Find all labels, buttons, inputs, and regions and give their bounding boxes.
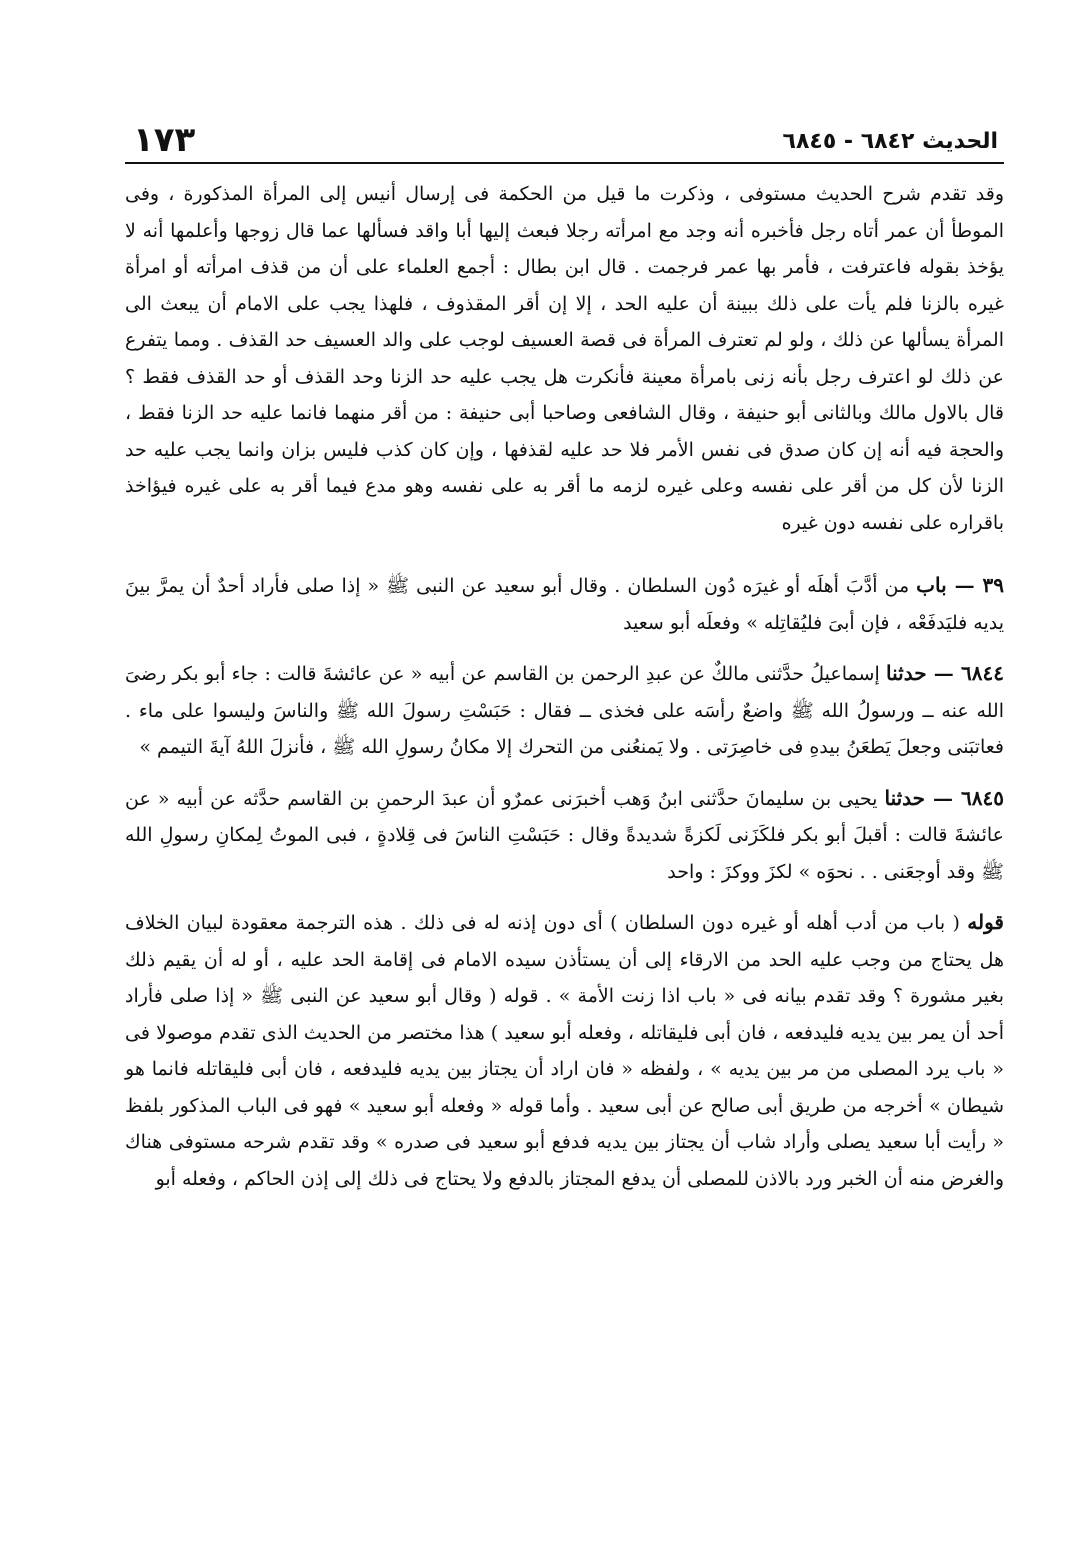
page-body — [125, 176, 1004, 1197]
commentary-paragraph — [125, 904, 1004, 1197]
running-head: الحديث ٦٨٤٢ - ٦٨٤٥ — [782, 129, 998, 154]
paragraph-text: وقد تقدم شرح الحديث مستوفى ، وذكرت ما قيل من الحكمة فى إرسال أنيس إلى المرأة المذكورة ، وفى الموطأ أن عمر أتاه رجل فأخبره أنه وجد مع امرأته رجلا فبعث إليها أبا واقد فسألها عما قال زوجها وأعلمها أنه لا يؤخذ بقوله فاعترفت ، فأمر بها عمر فرجمت . قال ابن بطال : أجمع العلماء على أن من قذف امرأته أو امرأة غيره بالزنا فلم يأت على ذلك ببينة أن عليه الحد ، إلا إن أقر المقذوف ، فلهذا يجب على الامام أن يبعث الى المرأة يسألها عن ذلك ، ولو لم تعترف المرأة فى قصة العسيف لوجب على والد العسيف حد القذف . ومما يتفرع عن ذلك لو اعترف رجل بأنه زنى بامرأة معينة فأنكرت هل يجب عليه حد الزنا وحد القذف أو حد القذف فقط ؟ قال بالاول مالك وبالثانى أبو حنيفة ، وقال الشافعى وصاحبا أبى حنيفة : من أقر منهما فانما عليه حد الزنا فقط ، والحجة فيه أنه إن كان صدق فى نفس الأمر فلا حد عليه لقذفها ، وإن كان كذب فليس بزان وانما يجب عليه حد الزنا لأن كل من أقر على نفسه وعلى غيره لزمه ما أقر به على نفسه وهو مدع فيما أقر به على غيره فيؤاخذ باقراره على نفسه دون غيره — [125, 183, 1004, 534]
paragraph-text: إسماعيلُ حدَّثنى مالكٌ عن عبدِ الرحمن بن القاسم عن أبيه « عن عائشةَ قالت : جاء أبو بكر رضىَ الله عنه ــ ورسولُ الله ﷺ واضعٌ رأسَه على فخذى ــ فقال : حَبَسْتِ رسولَ الله ﷺ والناسَ وليسوا على ماء . فعاتبَنى وجعلَ يَطعَنُ بيدهِ فى خاصِرَتى . ولا يَمنعُنى من التحرك إلا مكانُ رسولِ الله ﷺ ، فأنزلَ اللهُ آيةَ التيمم » — [125, 663, 1004, 758]
page-number: ١٧٣ — [133, 120, 196, 160]
paragraph-text: يحيى بن سليمانَ حدَّثنى ابنُ وَهب أخبرَنى عمرٌو أن عبدَ الرحمنِ بن القاسم حدَّثه عن أبيه « عن عائشةَ قالت : أقبلَ أبو بكر فلكَزَنى لَكزةً شديدةً وقال : حَبَسْتِ الناسَ فى قِلادةٍ ، فبى الموتُ لِمكانِ رسولِ الله ﷺ وقد أوجعَنى . . نحوَه » لكزَ ووكزَ : واحد — [125, 787, 1004, 883]
commentary-paragraph — [125, 176, 1004, 541]
chapter-heading-paragraph — [125, 567, 1004, 641]
chapter-label: ٣٩ — باب — [916, 573, 1004, 597]
paragraph-text: ( باب من أدب أهله أو غيره دون السلطان ) أى دون إذنه له فى ذلك . هذه الترجمة معقودة لبيان الخلاف هل يحتاج من وجب عليه الحد من الارقاء إلى أن يستأذن سيده الامام فى إقامة الحد عليه ، أو له أن يقيم ذلك بغير مشورة ؟ وقد تقدم بيانه فى « باب اذا زنت الأمة » . قوله ( وقال أبو سعيد عن النبى ﷺ « إذا صلى فأراد أحد أن يمر بين يديه فليدفعه ، فان أبى فليقاتله ، وفعله أبو سعيد ) هذا مختصر من الحديث الذى تقدم موصولا فى « باب يرد المصلى من مر بين يديه » ، ولفظه « فان اراد أن يجتاز بين يديه فليدفعه ، فان أبى فليقاتله فانما هو شيطان » أخرجه من طريق أبى صالح عن أبى سعيد . وأما قوله « وفعله أبو سعيد » فهو فى الباب المذكور بلفظ « رأيت أبا سعيد يصلى وأراد شاب أن يجتاز بين يديه فدفع أبو سعيد فى صدره » وقد تقدم شرحه مستوفى هناك والغرض منه أن الخبر ورد بالاذن للمصلى أن يدفع المجتاز بالدفع ولا يحتاج فى ذلك إلى إذن الحاكم ، وفعله أبو — [125, 912, 1005, 1190]
hadith-number-label: ٦٨٤٥ — حدثنا — [884, 785, 1004, 810]
hadith-6845 — [125, 780, 1004, 891]
paragraph-text: من أدَّبَ أهلَه أو غيرَه دُون السلطان . وقال أبو سعيد عن النبى ﷺ « إذا صلى فأراد أحدٌ أن يمرَّ بينَ يديه فليَدفَعْه ، فإن أبىَ فليُقاتِله » وفعلَه أبو سعيد — [125, 575, 1004, 634]
hadith-number-label: ٦٨٤٤ — حدثنا — [886, 661, 1004, 685]
hadith-6844 — [125, 655, 1004, 766]
commentary-keyword: قوله — [967, 910, 1004, 934]
page-header — [125, 118, 1004, 164]
